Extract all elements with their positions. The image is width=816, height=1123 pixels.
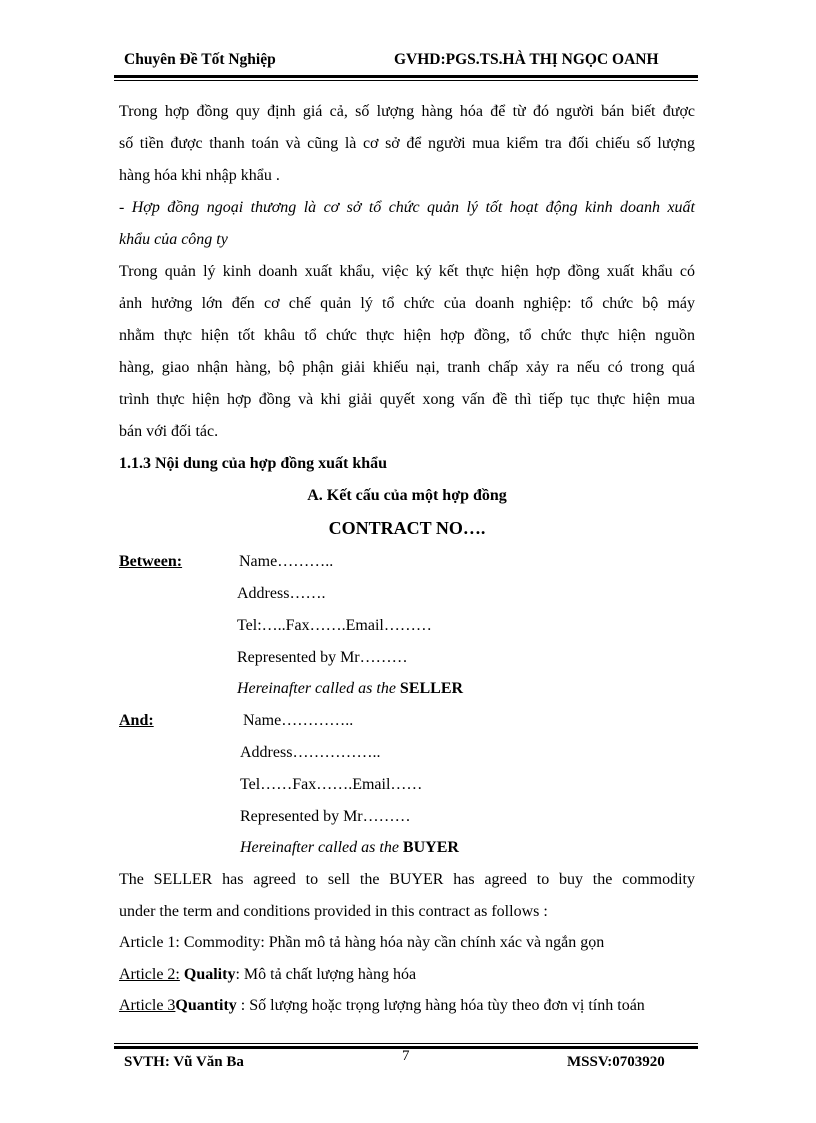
seller-called-prefix: Hereinafter called as the [237, 680, 396, 697]
para1-line1: Trong hợp đồng quy định giá cả, số lượng hàng hóa để từ đó người bán biết được [119, 103, 695, 120]
between-label: Between: [119, 553, 183, 570]
article-1-label: Article 1: [119, 934, 180, 951]
para1-line2: số tiền được thanh toán và cũng là cơ sở để người mua kiểm tra đối chiếu số lượng [119, 135, 695, 152]
article-3-sep: : [236, 997, 250, 1014]
buyer-party: BUYER [402, 839, 459, 856]
article-2-label: Article 2: [119, 966, 180, 983]
header-rule-thin [114, 80, 698, 81]
section-heading: 1.1.3 Nội dung của hợp đồng xuất khẩu [119, 455, 388, 472]
article-3-label: Article 3 [119, 997, 176, 1014]
agreement-line1: The SELLER has agreed to sell the BUYER has agreed to buy the commodity [119, 871, 695, 888]
para1-line3: hàng hóa khi nhập khẩu . [119, 167, 280, 184]
seller-represented: Represented by Mr……… [237, 649, 408, 666]
buyer-name: Name………….. [243, 712, 354, 729]
article-1-sep: : [260, 934, 269, 951]
buyer-called [240, 839, 459, 857]
buyer-represented: Represented by Mr……… [240, 808, 411, 825]
buyer-address: Address…………….. [240, 744, 381, 761]
footer-rule-thin [114, 1043, 698, 1044]
page-number: 7 [402, 1048, 410, 1064]
article-2-text: Mô tả chất lượng hàng hóa [243, 966, 417, 983]
buyer-called-prefix: Hereinafter called as the [240, 839, 399, 856]
seller-contact: Tel:…..Fax…….Email……… [237, 617, 432, 634]
header-left: Chuyên Đề Tốt Nghiệp [124, 51, 276, 68]
article-1 [119, 934, 604, 952]
bullet-line1: - Hợp đồng ngoại thương là cơ sở tổ chức quản lý tốt hoạt động kinh doanh xuất [119, 199, 695, 216]
seller-name: Name……….. [239, 553, 334, 570]
seller-address: Address……. [237, 585, 326, 602]
sub-heading: A. Kết cấu của một hợp đồng [307, 487, 507, 504]
bullet-line2: khẩu của công ty [119, 231, 228, 248]
buyer-contact: Tel……Fax…….Email…… [240, 776, 423, 793]
footer-student-id: MSSV:0703920 [567, 1054, 665, 1070]
header-right: GVHD:PGS.TS.HÀ THỊ NGỌC OANH [394, 51, 659, 68]
para2-line1: Trong quản lý kinh doanh xuất khẩu, việc ký kết thực hiện hợp đồng xuất khẩu có [119, 263, 695, 280]
article-2-key: Quality [183, 966, 236, 983]
article-2-sep: : [235, 966, 244, 983]
para2-line6: bán với đối tác. [119, 423, 219, 440]
seller-party: SELLER [399, 680, 464, 697]
seller-called [237, 680, 463, 698]
para2-line3: nhằm thực hiện tốt khâu tổ chức thực hiện hợp đồng, tổ chức thực hiện nguồn [119, 327, 695, 344]
agreement-line2: under the term and conditions provided in this contract as follows : [119, 903, 548, 920]
article-3 [119, 997, 645, 1015]
para2-line5: trình thực hiện hợp đồng và khi giải quyết xong vấn đề thì tiếp tục thực hiện mua [119, 391, 695, 408]
article-3-key: Quantity [175, 997, 237, 1014]
article-1-text: Phần mô tả hàng hóa này cần chính xác và ngắn gọn [268, 934, 605, 951]
article-3-text: Số lượng hoặc trọng lượng hàng hóa tùy theo đơn vị tính toán [249, 997, 645, 1014]
contract-title: CONTRACT NO…. [328, 518, 486, 538]
footer-student: SVTH: Vũ Văn Ba [124, 1054, 244, 1070]
article-2 [119, 966, 416, 984]
and-label: And: [119, 712, 154, 729]
header-rule-thick [114, 75, 698, 78]
article-1-key: Commodity [183, 934, 261, 951]
para2-line4: hàng, giao nhận hàng, bộ phận giải khiếu nại, tranh chấp xảy ra nếu có trong quá [119, 359, 695, 376]
para2-line2: ảnh hưởng lớn đến cơ chế quản lý tổ chức của doanh nghiệp: tổ chức bộ máy [119, 295, 695, 312]
